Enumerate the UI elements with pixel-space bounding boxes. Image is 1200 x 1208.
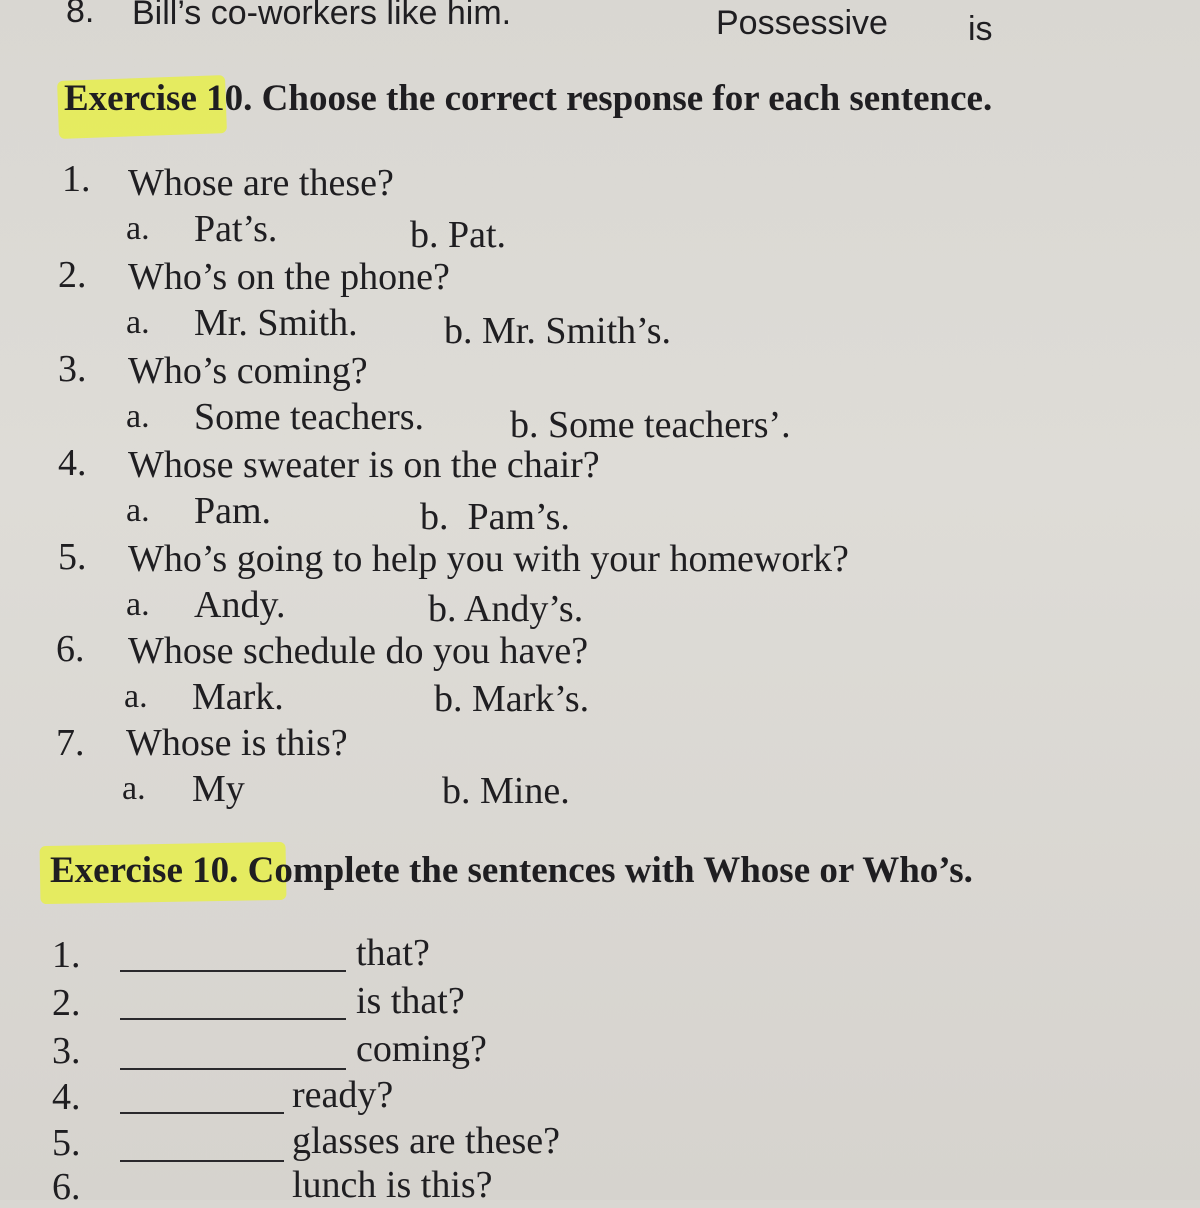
exercise-a-heading-prefix: Exercise 10.	[64, 78, 253, 119]
ex-a-item-4-option-a-label: a.	[126, 492, 150, 529]
ex-a-item-2-option-a-label: a.	[126, 304, 150, 341]
ex-b-item-6-text: lunch is this?	[292, 1164, 493, 1206]
ex-a-item-7-option-a: My	[192, 768, 245, 810]
ex-a-item-7-option-b: b. Mine.	[442, 770, 570, 812]
ex-a-item-3-option-a-label: a.	[126, 398, 150, 435]
top-row-sentence: Bill’s co-workers like him.	[132, 0, 512, 32]
ex-a-item-4-option-a: Pam.	[194, 490, 272, 532]
ex-a-item-4-option-b: b. Pam’s.	[420, 496, 570, 538]
ex-a-item-7-option-a-label: a.	[122, 770, 146, 807]
ex-a-item-1-number: 1.	[62, 158, 91, 200]
ex-b-item-5-number: 5.	[52, 1122, 81, 1164]
ex-a-item-1-option-a: Pat’s.	[194, 208, 278, 250]
ex-a-item-2-number: 2.	[58, 254, 87, 296]
ex-a-item-4-question: Whose sweater is on the chair?	[128, 444, 600, 486]
ex-a-item-7-question: Whose is this?	[126, 722, 348, 764]
top-row-type: Possessive	[716, 4, 888, 42]
ex-a-item-6-question: Whose schedule do you have?	[128, 630, 589, 672]
ex-b-item-4-blank[interactable]	[120, 1112, 284, 1114]
ex-a-item-2-question: Who’s on the phone?	[128, 256, 450, 298]
ex-a-item-3-number: 3.	[58, 348, 87, 390]
ex-a-item-6-option-b: b. Mark’s.	[434, 678, 590, 720]
ex-a-item-1-question: Whose are these?	[128, 162, 394, 204]
ex-a-item-1-option-a-label: a.	[126, 210, 150, 247]
ex-a-item-6-option-a-label: a.	[124, 678, 148, 715]
top-row-answer: is	[968, 10, 993, 48]
ex-a-item-1-option-b: b. Pat.	[410, 214, 507, 256]
ex-b-item-5-blank[interactable]	[120, 1160, 284, 1162]
ex-a-item-2-option-b: b. Mr. Smith’s.	[444, 310, 671, 352]
ex-a-item-5-option-a: Andy.	[194, 584, 286, 626]
ex-b-item-6-number: 6.	[52, 1166, 81, 1208]
exercise-b-heading	[50, 852, 973, 889]
exercise-a-heading	[64, 80, 992, 117]
ex-a-item-7-number: 7.	[56, 722, 85, 764]
exercise-b-heading-rest: Complete the sentences with Whose or Who’s.	[247, 850, 973, 891]
ex-a-item-5-question: Who’s going to help you with your homework?	[128, 538, 849, 580]
ex-b-item-4-number: 4.	[52, 1076, 81, 1118]
ex-a-item-3-question: Who’s coming?	[128, 350, 368, 392]
ex-b-item-1-number: 1.	[52, 934, 81, 976]
ex-a-item-5-option-a-label: a.	[126, 586, 150, 623]
ex-a-item-6-option-a: Mark.	[192, 676, 284, 718]
exercise-a-heading-rest: Choose the correct response for each sentence.	[261, 78, 993, 119]
ex-a-item-3-option-a: Some teachers.	[194, 396, 425, 438]
ex-b-item-3-text: coming?	[356, 1028, 487, 1070]
ex-a-item-3-option-b: b. Some teachers’.	[510, 404, 791, 446]
ex-b-item-1-blank[interactable]	[120, 970, 346, 972]
ex-b-item-1-text: that?	[356, 932, 430, 974]
ex-a-item-5-number: 5.	[58, 536, 87, 578]
ex-b-item-5-text: glasses are these?	[292, 1120, 560, 1162]
ex-a-item-4-number: 4.	[58, 442, 87, 484]
ex-a-item-5-option-b: b. Andy’s.	[428, 588, 584, 630]
ex-b-item-2-blank[interactable]	[120, 1018, 346, 1020]
ex-b-item-2-text: is that?	[356, 980, 465, 1022]
ex-b-item-2-number: 2.	[52, 982, 81, 1024]
ex-a-item-2-option-a: Mr. Smith.	[194, 302, 358, 344]
ex-b-item-4-text: ready?	[292, 1074, 394, 1116]
ex-b-item-3-number: 3.	[52, 1030, 81, 1072]
ex-b-item-3-blank[interactable]	[120, 1068, 346, 1070]
ex-a-item-6-number: 6.	[56, 628, 85, 670]
top-row-number: 8.	[66, 0, 95, 30]
exercise-b-heading-prefix: Exercise 10.	[50, 850, 239, 891]
